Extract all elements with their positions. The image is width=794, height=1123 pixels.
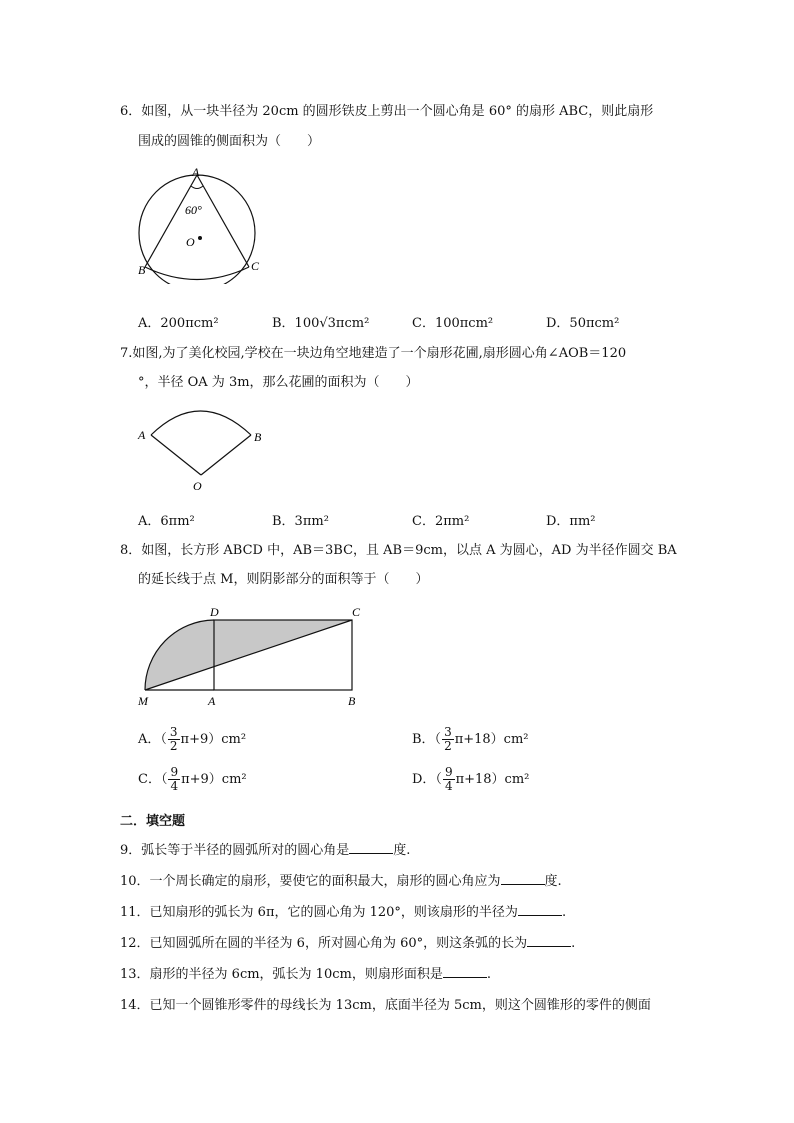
q6-line-ac <box>197 175 249 267</box>
q8-option-a[interactable] <box>138 726 246 753</box>
q8-option-a-numerator: 3 <box>169 725 178 739</box>
q6-label-c: C <box>251 259 260 273</box>
q8-option-c-tail: π+9）cm² <box>181 772 247 787</box>
q8-line1: 8．如图，长方形 ABCD 中，AB＝3BC，且 AB＝9cm，以点 A 为圆心，AD 为半径作圆交 BA <box>120 543 677 558</box>
q7-line-ob <box>201 435 251 475</box>
q6-line1: 6．如图，从一块半径为 20cm 的圆形铁皮上剪出一个圆心角是 60° 的扇形 ABC，则此扇形 <box>120 104 654 119</box>
q8-option-c-denominator: 4 <box>170 779 179 793</box>
q13-text: 13．扇形的半径为 6cm，弧长为 10cm，则扇形面积是 <box>120 967 443 982</box>
q8-option-b-numerator: 3 <box>444 725 452 739</box>
q11-suffix: . <box>561 905 567 920</box>
q6-figure <box>130 164 270 284</box>
q6-label-a: A <box>192 165 200 179</box>
q9-suffix: 度. <box>393 843 411 858</box>
q14: 14．已知一个圆锥形零件的母线长为 13cm，底面半径为 5cm，则这个圆锥形的零件的侧面 <box>120 998 651 1013</box>
q8-label-b: B <box>348 694 356 708</box>
q9 <box>120 841 410 861</box>
q8-option-d-fraction <box>443 766 455 793</box>
q6-center-dot <box>198 236 202 240</box>
q11-text: 11．已知扇形的弧长为 6π，它的圆心角为 120°，则该扇形的半径为 <box>120 905 518 920</box>
q10-text: 10．一个周长确定的扇形，要使它的面积最大，扇形的圆心角应为 <box>120 874 501 889</box>
q7-figure <box>130 395 280 495</box>
q8-option-a-tail: π+9）cm² <box>180 732 247 747</box>
q13-suffix: . <box>486 967 491 982</box>
q8-option-c-numerator: 9 <box>170 765 179 779</box>
q8-option-d[interactable] <box>412 766 529 793</box>
section-heading-fill-in: 二．填空题 <box>120 814 186 829</box>
q10-blank[interactable] <box>501 872 545 885</box>
q8-option-b-fraction <box>442 726 454 753</box>
q8-label-d: D <box>210 605 219 619</box>
q8-option-c-fraction <box>168 766 180 793</box>
q12-blank[interactable] <box>527 934 571 947</box>
q8-label-m: M <box>138 694 148 708</box>
q12-suffix: . <box>571 936 576 951</box>
q8-option-a-letter: A．（ <box>138 732 167 747</box>
q6-option-a[interactable]: A．200πcm² <box>138 316 219 331</box>
q6-circle <box>139 175 255 284</box>
q7-line-oa <box>151 435 201 475</box>
q11-blank[interactable] <box>518 903 562 916</box>
q11 <box>120 903 566 923</box>
q7-label-a: A <box>138 428 146 442</box>
q13-blank[interactable] <box>443 965 487 978</box>
q8-option-b[interactable] <box>412 726 529 753</box>
q6-option-c[interactable]: C．100πcm² <box>412 316 494 331</box>
q7-label-b: B <box>254 430 262 444</box>
q8-line2: 的延长线于点 M，则阴影部分的面积等于（ ） <box>138 572 429 587</box>
q8-label-a: A <box>208 694 216 708</box>
q7-option-d[interactable]: D．πm² <box>546 514 596 529</box>
q8-option-c-letter: C．（ <box>138 772 168 787</box>
q10-suffix: 度. <box>544 874 562 889</box>
q10 <box>120 872 562 892</box>
q7-option-c[interactable]: C．2πm² <box>412 514 470 529</box>
q7-arc-ab <box>151 411 251 435</box>
q9-text: 9．弧长等于半径的圆弧所对的圆心角是 <box>120 843 350 858</box>
q6-line-ab <box>145 175 197 267</box>
q7-line1: 7.如图,为了美化校园,学校在一块边角空地建造了一个扇形花圃,扇形圆心角∠AOB＝120 <box>120 346 627 361</box>
q7-option-b[interactable]: B．3πm² <box>272 514 329 529</box>
q6-label-o: O <box>186 235 195 249</box>
q6-line2: 围成的圆锥的侧面积为（ ） <box>138 134 321 149</box>
q7-label-o: O <box>193 479 202 493</box>
q8-option-d-tail: π+18）cm² <box>455 772 530 787</box>
q6-option-d[interactable]: D．50πcm² <box>546 316 620 331</box>
q8-option-b-letter: B．（ <box>412 732 442 747</box>
q6-option-b[interactable]: B．100√3πcm² <box>272 316 370 331</box>
q13 <box>120 965 491 985</box>
q8-option-b-tail: π+18）cm² <box>454 732 529 747</box>
q8-option-b-denominator: 2 <box>444 739 452 753</box>
q9-blank[interactable] <box>349 841 393 854</box>
q12-text: 12．已知圆弧所在圆的半径为 6，所对圆心角为 60°，则这条弧的长为 <box>120 936 528 951</box>
q8-option-a-denominator: 2 <box>169 739 178 753</box>
q6-label-angle: 60° <box>185 203 202 217</box>
q8-option-d-denominator: 4 <box>444 779 453 793</box>
q8-option-d-letter: D．（ <box>412 772 442 787</box>
q6-angle-mark <box>191 186 203 189</box>
q8-figure <box>130 605 380 715</box>
q6-label-b: B <box>138 263 146 277</box>
q8-label-c: C <box>352 605 361 619</box>
q7-line2: °，半径 OA 为 3m，那么花圃的面积为（ ） <box>138 375 419 390</box>
q7-option-a[interactable]: A．6πm² <box>138 514 195 529</box>
q8-option-a-fraction <box>168 726 180 753</box>
q8-option-c[interactable] <box>138 766 247 793</box>
q8-option-d-numerator: 9 <box>444 765 453 779</box>
q12 <box>120 934 575 954</box>
